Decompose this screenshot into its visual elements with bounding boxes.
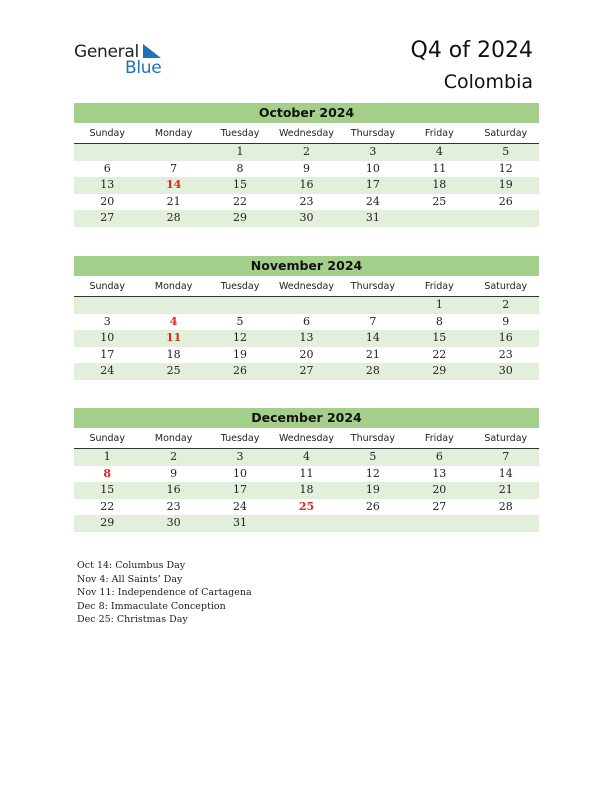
date-cell: 28: [166, 211, 181, 224]
date-cell: 21: [498, 483, 513, 496]
holiday-date-cell: 25: [298, 499, 315, 513]
week-row: [74, 347, 539, 364]
holiday-note: Oct 14: Columbus Day: [77, 560, 186, 571]
date-cell: 5: [236, 314, 244, 328]
date-cell: 29: [432, 364, 447, 377]
date-cell: 27: [432, 499, 447, 513]
date-cell: 1: [435, 298, 443, 311]
date-cell: 18: [432, 178, 447, 191]
date-cell: 23: [166, 499, 181, 513]
date-cell: 23: [498, 347, 513, 361]
week-row: [74, 297, 539, 314]
date-cell: 16: [166, 483, 181, 496]
holiday-note: Nov 4: All Saints’ Day: [77, 573, 183, 585]
date-cell: 24: [233, 499, 248, 513]
weekday-label: Friday: [424, 433, 454, 444]
weekday-label: Saturday: [484, 281, 528, 292]
date-cell: [340, 515, 406, 532]
weekday-label: Friday: [424, 128, 454, 139]
date-cell: 30: [299, 211, 314, 224]
country-name: Colombia: [443, 71, 533, 93]
holiday-note: Nov 11: Independence of Cartagena: [77, 587, 252, 598]
date-cell: 20: [432, 483, 447, 496]
date-cell: 13: [432, 466, 447, 480]
weekday-label: Thursday: [350, 281, 395, 292]
date-cell: 20: [100, 194, 115, 208]
date-cell: 10: [365, 161, 380, 175]
logo-word-general: General: [74, 42, 139, 62]
date-cell: 22: [233, 194, 248, 208]
weekday-label: Sunday: [89, 128, 125, 139]
date-cell: 31: [365, 211, 380, 224]
date-cell: [273, 515, 339, 532]
date-cell: 16: [299, 178, 314, 191]
date-cell: 3: [236, 450, 244, 463]
date-cell: 1: [236, 145, 244, 158]
date-cell: 24: [365, 194, 380, 208]
weekday-label: Wednesday: [278, 128, 334, 139]
date-cell: [473, 210, 539, 227]
month-block: [74, 256, 539, 380]
date-cell: [273, 297, 339, 314]
weekday-label: Tuesday: [220, 281, 260, 292]
month-block: [74, 408, 539, 532]
date-cell: 7: [369, 314, 377, 328]
date-cell: 9: [502, 314, 510, 328]
date-cell: 15: [100, 483, 115, 496]
month-title: December 2024: [74, 408, 539, 428]
week-row: [74, 177, 539, 194]
date-cell: 30: [498, 364, 513, 377]
week-row: [74, 314, 539, 331]
date-cell: [473, 515, 539, 532]
date-cell: 21: [166, 194, 181, 208]
weekday-label: Tuesday: [220, 433, 260, 444]
week-row: [74, 466, 539, 483]
date-cell: 15: [432, 331, 447, 344]
date-cell: 10: [233, 466, 248, 480]
week-row: [74, 144, 539, 161]
week-row: [74, 363, 539, 380]
date-cell: 16: [498, 331, 513, 344]
week-row: [74, 449, 539, 466]
date-cell: 17: [365, 178, 380, 191]
weekday-label: Monday: [154, 128, 193, 139]
date-cell: 20: [299, 347, 314, 361]
date-cell: 7: [170, 161, 178, 175]
weekday-label: Saturday: [484, 128, 528, 139]
weekday-label: Wednesday: [278, 281, 334, 292]
weekday-label: Monday: [154, 281, 193, 292]
weekday-label: Sunday: [89, 281, 125, 292]
holiday-note: Dec 25: Christmas Day: [77, 614, 188, 625]
date-cell: 28: [498, 499, 513, 513]
week-row: [74, 210, 539, 227]
date-cell: 11: [299, 466, 314, 480]
weekday-header-row: [74, 126, 539, 144]
month-title: October 2024: [74, 103, 539, 123]
date-cell: 2: [502, 298, 510, 311]
month-title: November 2024: [74, 256, 539, 276]
date-cell: 19: [365, 483, 380, 496]
date-cell: [207, 297, 273, 314]
date-cell: 6: [103, 161, 111, 175]
weekday-header-row: [74, 431, 539, 449]
weekday-header-row: [74, 279, 539, 297]
date-cell: 29: [100, 516, 115, 529]
holiday-date-cell: 8: [103, 466, 112, 480]
date-cell: 30: [166, 516, 181, 529]
date-cell: 28: [365, 364, 380, 377]
weekday-label: Thursday: [350, 128, 395, 139]
date-cell: 24: [100, 364, 115, 377]
date-cell: 4: [435, 145, 443, 158]
week-row: [74, 515, 539, 532]
date-cell: 7: [502, 450, 510, 463]
holiday-date-cell: 14: [165, 178, 182, 191]
date-cell: 14: [498, 466, 513, 480]
holiday-note: Dec 8: Immaculate Conception: [77, 600, 226, 612]
date-cell: [406, 210, 472, 227]
holiday-date-cell: 11: [165, 331, 182, 344]
holiday-date-cell: 4: [169, 314, 178, 328]
date-cell: 14: [365, 331, 380, 344]
date-cell: [406, 515, 472, 532]
date-cell: 22: [432, 347, 447, 361]
date-cell: 6: [302, 314, 310, 328]
week-row: [74, 161, 539, 178]
month-block: [74, 103, 539, 227]
date-cell: 12: [498, 161, 513, 175]
date-cell: [74, 144, 140, 161]
date-cell: 8: [236, 161, 244, 175]
date-cell: 21: [365, 347, 380, 361]
date-cell: 2: [302, 145, 310, 158]
date-cell: 9: [302, 161, 310, 175]
date-cell: 6: [435, 450, 443, 463]
date-cell: 23: [299, 194, 314, 208]
date-cell: 12: [365, 466, 380, 480]
date-cell: 25: [166, 364, 181, 377]
weekday-label: Thursday: [350, 433, 395, 444]
date-cell: 27: [299, 364, 314, 377]
date-cell: 17: [100, 347, 115, 361]
weekday-label: Friday: [424, 281, 454, 292]
date-cell: 4: [302, 450, 310, 463]
date-cell: 25: [432, 194, 447, 208]
date-cell: [74, 297, 140, 314]
date-cell: 5: [369, 450, 377, 463]
weekday-label: Sunday: [89, 433, 125, 444]
date-cell: 26: [365, 499, 380, 513]
week-row: [74, 330, 539, 347]
date-cell: 31: [233, 516, 248, 529]
date-cell: 3: [369, 145, 377, 158]
date-cell: 5: [502, 145, 510, 158]
week-row: [74, 194, 539, 211]
week-row: [74, 482, 539, 499]
logo-word-blue: Blue: [125, 58, 162, 78]
date-cell: 15: [233, 178, 248, 191]
date-cell: 12: [233, 331, 248, 344]
date-cell: 22: [100, 499, 115, 513]
date-cell: 26: [498, 194, 513, 208]
holiday-notes: [77, 559, 252, 627]
logo-triangle-icon: [143, 44, 161, 58]
date-cell: 18: [299, 483, 314, 496]
date-cell: 13: [299, 331, 314, 344]
date-cell: [140, 297, 206, 314]
date-cell: 26: [233, 364, 248, 377]
weekday-label: Wednesday: [278, 433, 334, 444]
date-cell: 10: [100, 331, 115, 344]
date-cell: [140, 144, 206, 161]
date-cell: 19: [233, 347, 248, 361]
weekday-label: Monday: [154, 433, 193, 444]
date-cell: 19: [498, 178, 513, 191]
generalblue-logo: [74, 42, 174, 78]
date-cell: 11: [432, 161, 447, 175]
date-cell: 17: [233, 483, 248, 496]
weekday-label: Tuesday: [220, 128, 260, 139]
weekday-label: Saturday: [484, 433, 528, 444]
date-cell: [340, 297, 406, 314]
date-cell: 2: [170, 450, 178, 463]
date-cell: 18: [166, 347, 181, 361]
date-cell: 13: [100, 178, 115, 191]
date-cell: 29: [233, 211, 248, 224]
date-cell: 8: [435, 314, 443, 328]
date-cell: 9: [170, 466, 178, 480]
date-cell: 27: [100, 211, 115, 224]
date-cell: 3: [103, 314, 111, 328]
page-title: Q4 of 2024: [410, 38, 533, 63]
week-row: [74, 499, 539, 516]
date-cell: 1: [103, 450, 111, 463]
